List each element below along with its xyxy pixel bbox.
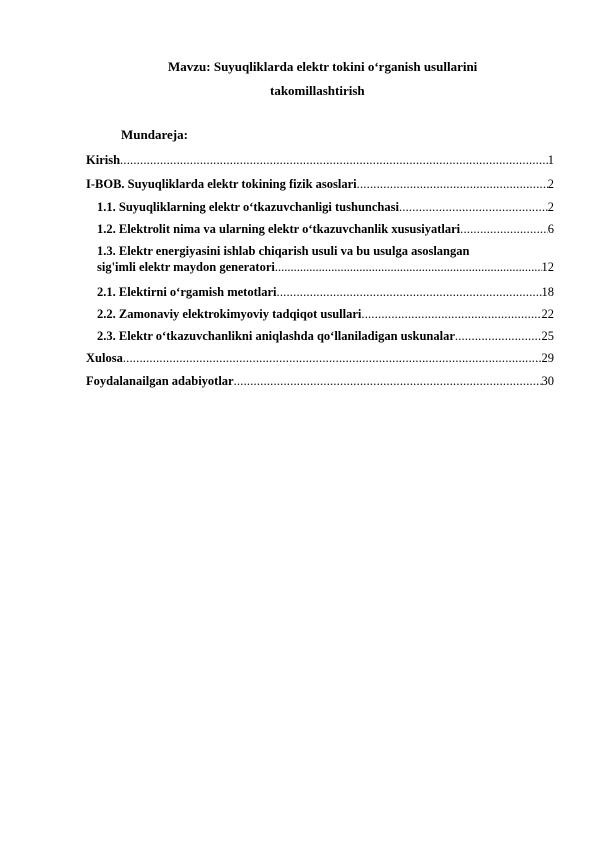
toc-leader-dots: [361, 306, 541, 322]
toc-entry-1-1[interactable]: [97, 199, 554, 215]
toc-entry-1-2[interactable]: [97, 221, 554, 237]
toc-entry-page: 30: [541, 374, 554, 388]
toc-entry-title-line-2: sig'imli elektr maydon generatori: [97, 260, 275, 274]
toc-entry-kirish[interactable]: [86, 152, 554, 168]
toc-entry-page: 2: [547, 200, 554, 214]
toc-entry-2-2[interactable]: [97, 306, 554, 322]
toc-leader-dots: [275, 259, 542, 275]
toc-entry-title: 1.1. Suyuqliklarning elektr o‘tkazuvchanligi tushunchasi: [97, 200, 399, 214]
toc-entry-page: 25: [541, 329, 554, 343]
toc-entry-page: 2: [547, 177, 554, 191]
toc-entry-page: 12: [541, 260, 554, 274]
toc-leader-dots: [120, 152, 548, 168]
toc-entry-title: 2.1. Elektirni o‘rgamish metotlari: [97, 285, 277, 299]
toc-entry-title: 2.2. Zamonaviy elektrokimyoviy tadqiqot usullari: [97, 307, 362, 321]
toc-leader-dots: [123, 350, 542, 366]
toc-entry-page: 1: [547, 153, 554, 167]
toc-entry-xulosa[interactable]: [86, 350, 554, 366]
toc-entry-page: 18: [541, 285, 554, 299]
toc-entry-2-3[interactable]: [97, 328, 554, 344]
toc-heading: Mundareja:: [121, 127, 188, 142]
toc-leader-dots: [399, 199, 548, 215]
toc-entry-page: 6: [547, 222, 554, 236]
toc-leader-dots: [357, 176, 548, 192]
toc-entry-1-3[interactable]: [97, 243, 554, 275]
title-line-2: takomillashtirish: [270, 83, 365, 98]
toc-entry-title: 2.3. Elektr o‘tkazuvchanlikni aniqlashda qo‘llaniladigan uskunalar: [97, 329, 455, 343]
toc-entry-title: Foydalanailgan adabiyotlar: [86, 374, 234, 388]
toc-entry-chapter-1[interactable]: [86, 176, 554, 192]
toc-leader-dots: [277, 284, 542, 300]
toc-leader-dots: [455, 328, 542, 344]
toc-entry-page: 29: [541, 351, 554, 365]
toc-entry-2-1[interactable]: [97, 284, 554, 300]
toc-entry-title: I-BOB. Suyuqliklarda elektr tokining fizik asoslari: [86, 177, 357, 191]
toc-entry-references[interactable]: [86, 373, 554, 389]
toc-entry-title: Xulosa: [86, 351, 123, 365]
toc-entry-title-line-1: 1.3. Elektr energiyasini ishlab chiqarish usuli va bu usulga asoslangan: [97, 244, 470, 258]
toc-entry-title: Kirish: [86, 153, 121, 167]
toc-leader-dots: [234, 373, 542, 389]
toc-leader-dots: [460, 221, 548, 237]
toc-entry-page: 22: [541, 307, 554, 321]
title-line-1: Mavzu: Suyuqliklarda elektr tokini o‘rganish usullarini: [168, 59, 478, 74]
toc-entry-title: 1.2. Elektrolit nima va ularning elektr o‘tkazuvchanlik xususiyatlari: [97, 222, 461, 236]
